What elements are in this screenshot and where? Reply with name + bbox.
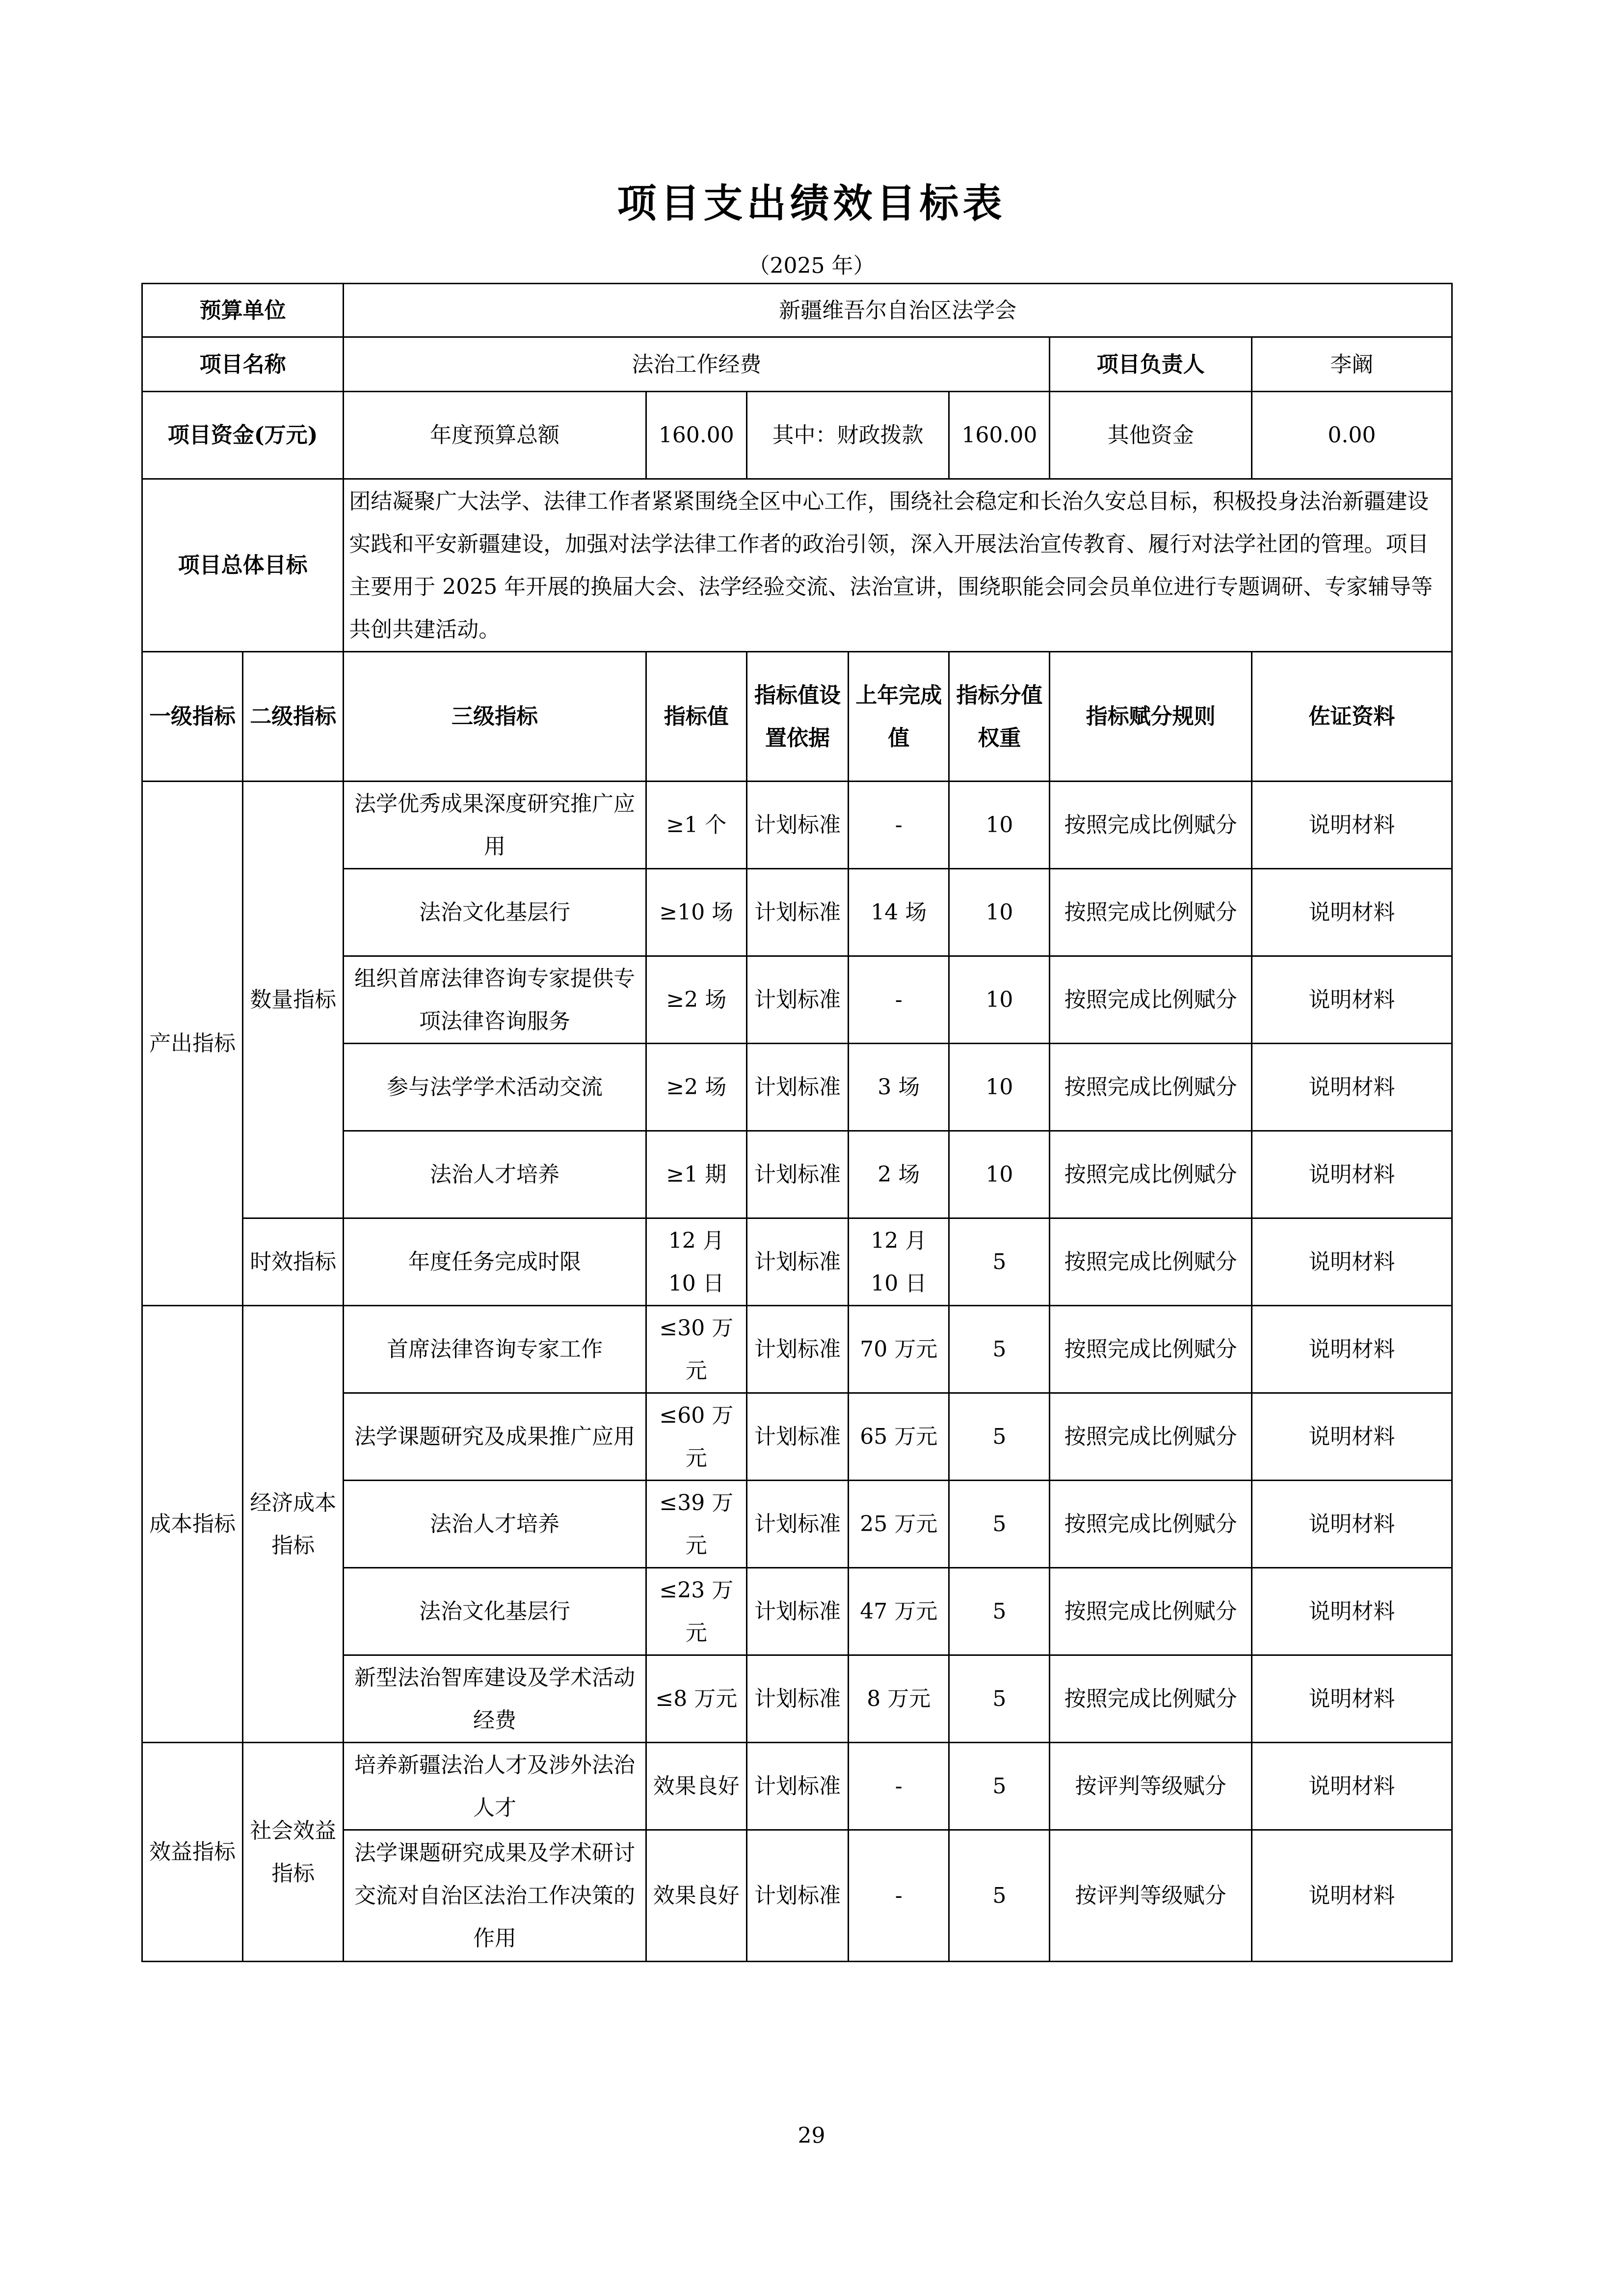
weight-cell: 10	[949, 869, 1050, 956]
level1-output: 产出指标	[142, 782, 243, 1306]
basis-cell: 计划标准	[746, 1306, 848, 1393]
overall-goal-text: 团结凝聚广大法学、法律工作者紧紧围绕全区中心工作，围绕社会稳定和长治久安总目标，积极投身法治新疆建设实践和平安新疆建设，加强对法学法律工作者的政治引领，深入开展法治宣传教育、履行对法学社团的管理。项目主要用于 2025 年开展的换届大会、法学经验交流、法治宣讲，围绕职能会同会员单位进行专题调研、专家辅导等共创共建活动。	[344, 479, 1452, 652]
fiscal-allocation-value: 160.00	[949, 392, 1050, 479]
project-manager-value: 李阚	[1251, 337, 1452, 392]
col-rule: 指标赋分规则	[1050, 652, 1251, 782]
rule-cell: 按照完成比例赋分	[1050, 869, 1251, 956]
col-level1: 一级指标	[142, 652, 243, 782]
last-year-cell: 25 万元	[849, 1481, 949, 1568]
rule-cell: 按照完成比例赋分	[1050, 1393, 1251, 1481]
target-value-cell: 效果良好	[646, 1830, 746, 1962]
project-name-row	[142, 337, 1452, 392]
weight-cell: 5	[949, 1481, 1050, 1568]
evidence-cell: 说明材料	[1251, 1044, 1452, 1131]
weight-cell: 5	[949, 1306, 1050, 1393]
basis-cell: 计划标准	[746, 1218, 848, 1306]
target-value-cell: ≤30 万元	[646, 1306, 746, 1393]
weight-cell: 5	[949, 1830, 1050, 1962]
rule-cell: 按照完成比例赋分	[1050, 1131, 1251, 1218]
indicator-cell: 参与法学学术活动交流	[344, 1044, 646, 1131]
indicator-cell: 新型法治智库建设及学术活动经费	[344, 1655, 646, 1743]
col-target-value: 指标值	[646, 652, 746, 782]
target-value-cell: ≥1 个	[646, 782, 746, 869]
indicator-cell: 组织首席法律咨询专家提供专项法律咨询服务	[344, 956, 646, 1044]
table-row	[142, 1218, 1452, 1306]
basis-cell: 计划标准	[746, 1131, 848, 1218]
level2-quantity: 数量指标	[243, 782, 344, 1218]
weight-cell: 5	[949, 1393, 1050, 1481]
rule-cell: 按照完成比例赋分	[1050, 782, 1251, 869]
evidence-cell: 说明材料	[1251, 1830, 1452, 1962]
last-year-cell: 70 万元	[849, 1306, 949, 1393]
basis-cell: 计划标准	[746, 1655, 848, 1743]
weight-cell: 10	[949, 1044, 1050, 1131]
overall-goal-row	[142, 479, 1452, 652]
rule-cell: 按照完成比例赋分	[1050, 956, 1251, 1044]
last-year-cell: 47 万元	[849, 1568, 949, 1655]
weight-cell: 5	[949, 1655, 1050, 1743]
other-funds-value: 0.00	[1251, 392, 1452, 479]
indicator-cell: 法学课题研究及成果推广应用	[344, 1393, 646, 1481]
rule-cell: 按评判等级赋分	[1050, 1830, 1251, 1962]
col-basis: 指标值设置依据	[746, 652, 848, 782]
col-evidence: 佐证资料	[1251, 652, 1452, 782]
indicator-cell: 培养新疆法治人才及涉外法治人才	[344, 1743, 646, 1830]
indicator-cell: 法治人才培养	[344, 1131, 646, 1218]
evidence-cell: 说明材料	[1251, 1218, 1452, 1306]
indicator-cell: 法治文化基层行	[344, 869, 646, 956]
target-value-cell: ≤60 万元	[646, 1393, 746, 1481]
target-value-cell: ≥2 场	[646, 1044, 746, 1131]
last-year-cell: 3 场	[849, 1044, 949, 1131]
last-year-cell: 12 月 10 日	[849, 1218, 949, 1306]
target-value-cell: ≥1 期	[646, 1131, 746, 1218]
target-value-cell: ≥2 场	[646, 956, 746, 1044]
last-year-cell: -	[849, 782, 949, 869]
basis-cell: 计划标准	[746, 1044, 848, 1131]
basis-cell: 计划标准	[746, 1568, 848, 1655]
annual-total-value: 160.00	[646, 392, 746, 479]
col-level3: 三级指标	[344, 652, 646, 782]
weight-cell: 10	[949, 956, 1050, 1044]
basis-cell: 计划标准	[746, 1830, 848, 1962]
document-title: 项目支出绩效目标表	[617, 180, 1006, 226]
col-last-year: 上年完成值	[849, 652, 949, 782]
rule-cell: 按照完成比例赋分	[1050, 1218, 1251, 1306]
budget-unit-label: 预算单位	[142, 284, 344, 337]
last-year-cell: -	[849, 956, 949, 1044]
rule-cell: 按照完成比例赋分	[1050, 1568, 1251, 1655]
project-name-value: 法治工作经费	[344, 337, 1050, 392]
level2-timeliness: 时效指标	[243, 1218, 344, 1306]
budget-unit-value: 新疆维吾尔自治区法学会	[344, 284, 1452, 337]
basis-cell: 计划标准	[746, 1481, 848, 1568]
target-value-cell: ≤39 万元	[646, 1481, 746, 1568]
rule-cell: 按照完成比例赋分	[1050, 1306, 1251, 1393]
project-funds-label: 项目资金(万元)	[142, 392, 344, 479]
basis-cell: 计划标准	[746, 782, 848, 869]
last-year-cell: -	[849, 1743, 949, 1830]
page-number: 29	[798, 2123, 825, 2148]
indicator-cell: 法治文化基层行	[344, 1568, 646, 1655]
weight-cell: 5	[949, 1218, 1050, 1306]
evidence-cell: 说明材料	[1251, 956, 1452, 1044]
performance-target-table	[141, 283, 1453, 1962]
last-year-cell: 65 万元	[849, 1393, 949, 1481]
basis-cell: 计划标准	[746, 1393, 848, 1481]
last-year-cell: -	[849, 1830, 949, 1962]
rule-cell: 按照完成比例赋分	[1050, 1044, 1251, 1131]
evidence-cell: 说明材料	[1251, 1306, 1452, 1393]
level2-economic: 经济成本指标	[243, 1306, 344, 1743]
evidence-cell: 说明材料	[1251, 1743, 1452, 1830]
target-value-cell: 效果良好	[646, 1743, 746, 1830]
indicator-cell: 首席法律咨询专家工作	[344, 1306, 646, 1393]
evidence-cell: 说明材料	[1251, 1655, 1452, 1743]
level1-benefit: 效益指标	[142, 1743, 243, 1962]
column-header-row	[142, 652, 1452, 782]
basis-cell: 计划标准	[746, 956, 848, 1044]
table-row	[142, 1306, 1452, 1393]
evidence-cell: 说明材料	[1251, 1393, 1452, 1481]
last-year-cell: 8 万元	[849, 1655, 949, 1743]
rule-cell: 按照完成比例赋分	[1050, 1481, 1251, 1568]
weight-cell: 10	[949, 1131, 1050, 1218]
col-weight: 指标分值权重	[949, 652, 1050, 782]
evidence-cell: 说明材料	[1251, 782, 1452, 869]
last-year-cell: 14 场	[849, 869, 949, 956]
indicator-cell: 法治人才培养	[344, 1481, 646, 1568]
weight-cell: 10	[949, 782, 1050, 869]
rule-cell: 按照完成比例赋分	[1050, 1655, 1251, 1743]
weight-cell: 5	[949, 1568, 1050, 1655]
overall-goal-label: 项目总体目标	[142, 479, 344, 652]
last-year-cell: 2 场	[849, 1131, 949, 1218]
evidence-cell: 说明材料	[1251, 1131, 1452, 1218]
evidence-cell: 说明材料	[1251, 1568, 1452, 1655]
indicator-cell: 法学优秀成果深度研究推广应用	[344, 782, 646, 869]
weight-cell: 5	[949, 1743, 1050, 1830]
annual-total-label: 年度预算总额	[344, 392, 646, 479]
col-level2: 二级指标	[243, 652, 344, 782]
evidence-cell: 说明材料	[1251, 869, 1452, 956]
indicator-cell: 年度任务完成时限	[344, 1218, 646, 1306]
project-funds-row	[142, 392, 1452, 479]
project-name-label: 项目名称	[142, 337, 344, 392]
table-row	[142, 782, 1452, 869]
level1-cost: 成本指标	[142, 1306, 243, 1743]
table-row	[142, 1743, 1452, 1830]
basis-cell: 计划标准	[746, 1743, 848, 1830]
budget-unit-row	[142, 284, 1452, 337]
other-funds-label: 其他资金	[1050, 392, 1251, 479]
rule-cell: 按评判等级赋分	[1050, 1743, 1251, 1830]
basis-cell: 计划标准	[746, 869, 848, 956]
document-year: （2025 年）	[748, 253, 875, 278]
fiscal-allocation-label: 其中：财政拨款	[746, 392, 949, 479]
project-manager-label: 项目负责人	[1050, 337, 1251, 392]
level2-social: 社会效益指标	[243, 1743, 344, 1962]
target-value-cell: ≤23 万元	[646, 1568, 746, 1655]
indicator-cell: 法学课题研究成果及学术研讨交流对自治区法治工作决策的作用	[344, 1830, 646, 1962]
target-value-cell: ≥10 场	[646, 869, 746, 956]
evidence-cell: 说明材料	[1251, 1481, 1452, 1568]
target-value-cell: ≤8 万元	[646, 1655, 746, 1743]
target-value-cell: 12 月 10 日	[646, 1218, 746, 1306]
